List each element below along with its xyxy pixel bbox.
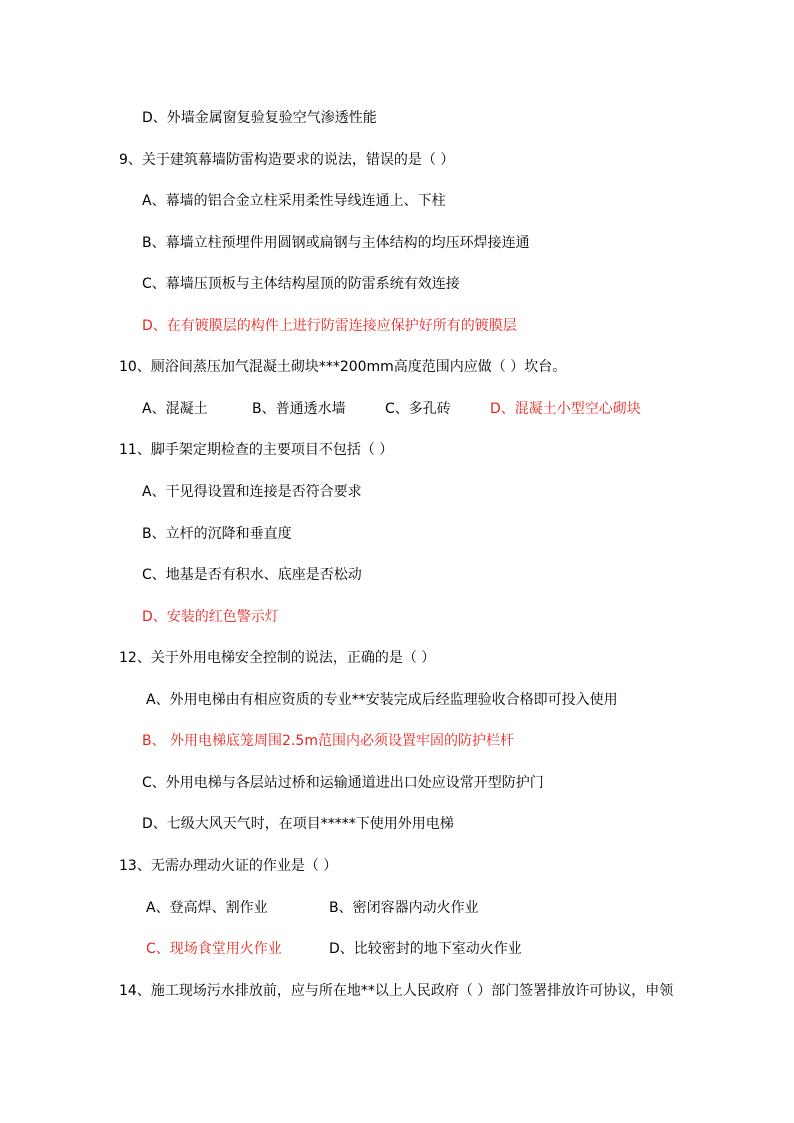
q13-option-d: D、比较密封的地下室动火作业 [329, 941, 522, 957]
q11-question: 11、脚手架定期检查的主要项目不包括（ ） [119, 442, 394, 458]
q13-option-a: A、登高焊、割作业 [146, 900, 268, 916]
q10-option-d-answer: D、混凝土小型空心砌块 [490, 401, 641, 417]
q11-option-d-answer: D、安装的红色警示灯 [142, 609, 279, 625]
q11-option-a: A、干见得设置和连接是否符合要求 [142, 484, 362, 500]
q10-option-a: A、混凝土 [142, 401, 208, 417]
q9-option-d-answer: D、在有镀膜层的构件上进行防雷连接应保护好所有的镀膜层 [142, 318, 517, 334]
q8-option-d: D、外墙金属窗复验复验空气渗透性能 [142, 110, 377, 126]
q12-question: 12、关于外用电梯安全控制的说法，正确的是（ ） [119, 650, 436, 666]
q10-option-c: C、多孔砖 [385, 401, 451, 417]
q13-question: 13、无需办理动火证的作业是（ ） [119, 858, 338, 874]
q11-option-c: C、地基是否有积水、底座是否松动 [142, 567, 362, 583]
q13-option-b: B、密闭容器内动火作业 [329, 900, 479, 916]
q9-question: 9、关于建筑幕墙防雷构造要求的说法，错误的是（ ） [119, 152, 455, 168]
q12-option-a: A、外用电梯由有相应资质的专业**安装完成后经监理验收合格即可投入使用 [146, 692, 618, 708]
q9-option-b: B、幕墙立柱预埋件用圆钢或扁钢与主体结构的均压环焊接连通 [142, 235, 530, 251]
q10-question: 10、厕浴间蒸压加气混凝土砌块***200mm高度范围内应做（ ）坎台。 [119, 359, 567, 375]
q14-question: 14、施工现场污水排放前，应与所在地**以上人民政府（ ）部门签署排放许可协议，申领 [119, 983, 674, 999]
q12-option-b-answer: B、 外用电梯底笼周围2.5m范围内必须设置牢固的防护栏杆 [142, 733, 514, 749]
q13-option-c-answer: C、现场食堂用火作业 [146, 941, 282, 957]
q11-option-b: B、立杆的沉降和垂直度 [142, 526, 292, 542]
q9-option-c: C、幕墙压顶板与主体结构屋顶的防雷系统有效连接 [142, 276, 460, 292]
q10-option-b: B、普通透水墙 [252, 401, 346, 417]
q9-option-a: A、幕墙的铝合金立柱采用柔性导线连通上、下柱 [142, 193, 446, 209]
q12-option-c: C、外用电梯与各层站过桥和运输通道进出口处应设常开型防护门 [142, 775, 544, 791]
q12-option-d: D、七级大风天气时，在项目*****下使用外用电梯 [142, 816, 454, 832]
